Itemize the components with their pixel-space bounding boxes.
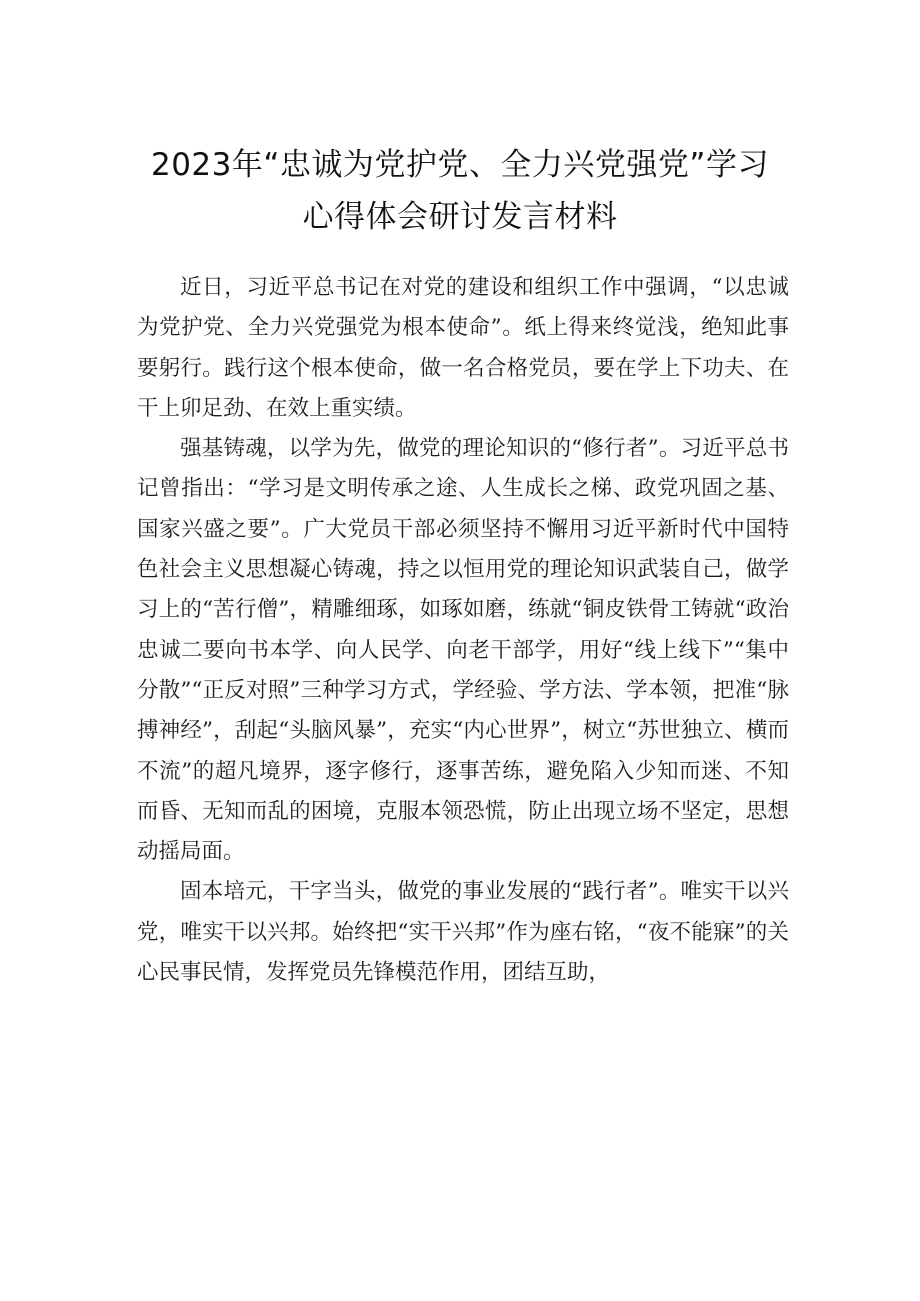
paragraph-study: 强基铸魂，以学为先，做党的理论知识的“修行者”。习近平总书记曾指出：“学习是文明传承之途、人生成长之梯、政党巩固之基、国家兴盛之要”。广大党员干部必须坚持不懈用习近平新时代中国特色社会主义思想凝心铸魂，持之以恒用党的理论知识武装自己，做学习上的“苦行僧”，精雕细琢，如琢如磨，练就“铜皮铁骨工铸就“政治忠诚二要向书本学、向人民学、向老干部学，用好“线上线下”“集中分散”“正反对照”三种学习方式，学经验、学方法、学本领，把准“脉搏神经”，刮起“头脑风暴”，充实“内心世界”，树立“苏世独立、横而不流”的超凡境界，逐字修行，逐事苦练，避免陷入少知而迷、不知而昏、无知而乱的困境，克服本领恐慌，防止出现立场不坚定，思想动摇局面。 (137, 436, 789, 865)
title-line-2: 心得体会研讨发言材料 (302, 199, 618, 235)
document-title (0, 139, 920, 243)
paragraph-intro: 近日，习近平总书记在对党的建设和组织工作中强调，“以忠诚为党护党、全力兴党强党为根本使命”。纸上得来终觉浅，绝知此事要躬行。践行这个根本使命，做一名合格党员，要在学上下功夫、在干上卯足劲、在效上重实绩。 (137, 275, 789, 421)
document-body (137, 268, 789, 993)
paragraph-practice: 固本培元，干字当头，做党的事业发展的“践行者”。唯实干以兴党，唯实干以兴邦。始终把“实干兴邦”作为座右铭，“夜不能寐”的关心民事民情，发挥党员先锋模范作用，团结互助， (137, 879, 789, 986)
title-line-1: 2023年“忠诚为党护党、全力兴党强党”学习 (150, 147, 769, 183)
